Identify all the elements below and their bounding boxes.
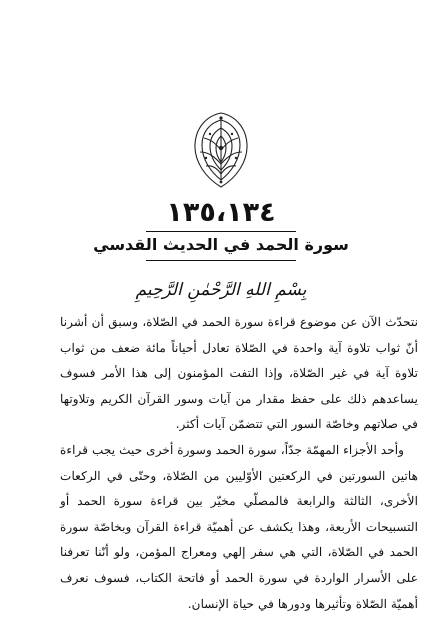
heading-rule-top	[146, 231, 296, 232]
body-text	[60, 310, 418, 617]
floral-medallion-icon	[186, 110, 256, 190]
paragraph-2: وأحد الأجزاء المهمّة جدّاً، سورة الحمد وسورة أخرى حيث يجب قراءة هاتين السورتين في الركعتين الأوّليين من الصّلاة، وحتّى في الركعات الأخرى، الثالثة والرابعة فالمصلّي مخيّر بين قراءة سورة الحمد أو التسبيحات الأربعة، وهذا يكشف عن أهميّة قراءة القرآن وبخاصّة سورة الحمد في الصّلاة، التي هي سفر إلهي ومعراج المؤمن، ولو أنّنا تعرفنا على الأسرار الواردة في سورة الحمد أو فاتحة الكتاب، فسوف نعرف أهميّة الصّلاة وتأثيرها ودورها في حياة الإنسان.	[60, 442, 418, 611]
section-title: سورة الحمد في الحديث القدسي	[93, 235, 349, 254]
paragraph-1: نتحدّث الآن عن موضوع قراءة سورة الحمد في الصّلاة، وسبق أن أشرنا أنّ ثواب تلاوة آية واحدة في الصّلاة تعادل أحياناً مائة ضعف من ثواب تلاوة آية في غير الصّلاة، وإذا التفت المؤمنون إلى هذا الأمر فسوف يساعدهم ذلك على حفظ مقدار من آيات وسور القرآن الكريم وتلاوتها في صلاتهم وخاصّة السور التي تتضمّن آيات أكثر.	[60, 315, 418, 432]
basmala-calligraphy: بِسْمِ اللهِ الرَّحْمٰنِ الرَّحِيمِ	[135, 280, 307, 300]
heading-rule-bottom	[146, 260, 296, 261]
section-numbers: ١٣٥،١٣٤	[166, 197, 276, 228]
